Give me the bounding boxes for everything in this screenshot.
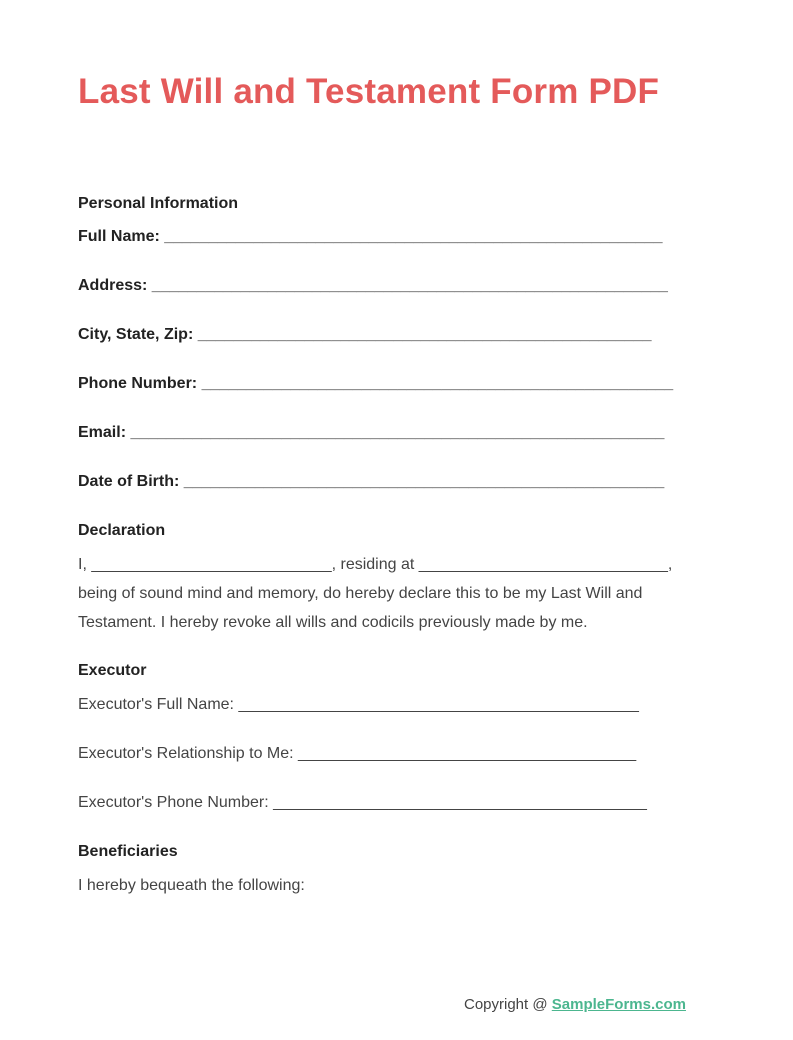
beneficiaries-intro: I hereby bequeath the following: xyxy=(78,877,305,894)
phone-number-field[interactable]: Phone Number: _____________________________________________________ xyxy=(78,375,674,392)
declaration-line: being of sound mind and memory, do hereby declare this to be my Last Will and xyxy=(78,585,643,602)
executor-relationship-field[interactable]: Executor's Relationship to Me: ______________________________________ xyxy=(78,745,637,762)
email-field[interactable]: Email: ____________________________________________________________ xyxy=(78,424,665,441)
executor-phone-number-field[interactable]: Executor's Phone Number: __________________________________________ xyxy=(78,794,647,811)
declaration-line[interactable]: I, ___________________________, residing at ____________________________, xyxy=(78,556,673,573)
sampleforms-link[interactable]: SampleForms.com xyxy=(551,996,686,1013)
executor-heading: Executor xyxy=(78,662,147,679)
beneficiaries-heading: Beneficiaries xyxy=(78,843,178,860)
executor-full-name-field[interactable]: Executor's Full Name: _____________________________________________ xyxy=(78,696,639,713)
full-name-field[interactable]: Full Name: ________________________________________________________ xyxy=(78,228,663,245)
address-field[interactable]: Address: __________________________________________________________ xyxy=(78,277,668,294)
personal-information-heading: Personal Information xyxy=(78,195,239,212)
declaration-heading: Declaration xyxy=(78,522,166,539)
date-of-birth-field[interactable]: Date of Birth: ______________________________________________________ xyxy=(78,473,665,490)
copyright-text: Copyright @ xyxy=(464,996,552,1013)
footer-copyright xyxy=(464,996,686,1013)
page-title: Last Will and Testament Form PDF xyxy=(78,72,660,111)
city-state-zip-field[interactable]: City, State, Zip: ___________________________________________________ xyxy=(78,326,652,343)
declaration-line: Testament. I hereby revoke all wills and codicils previously made by me. xyxy=(78,614,588,631)
